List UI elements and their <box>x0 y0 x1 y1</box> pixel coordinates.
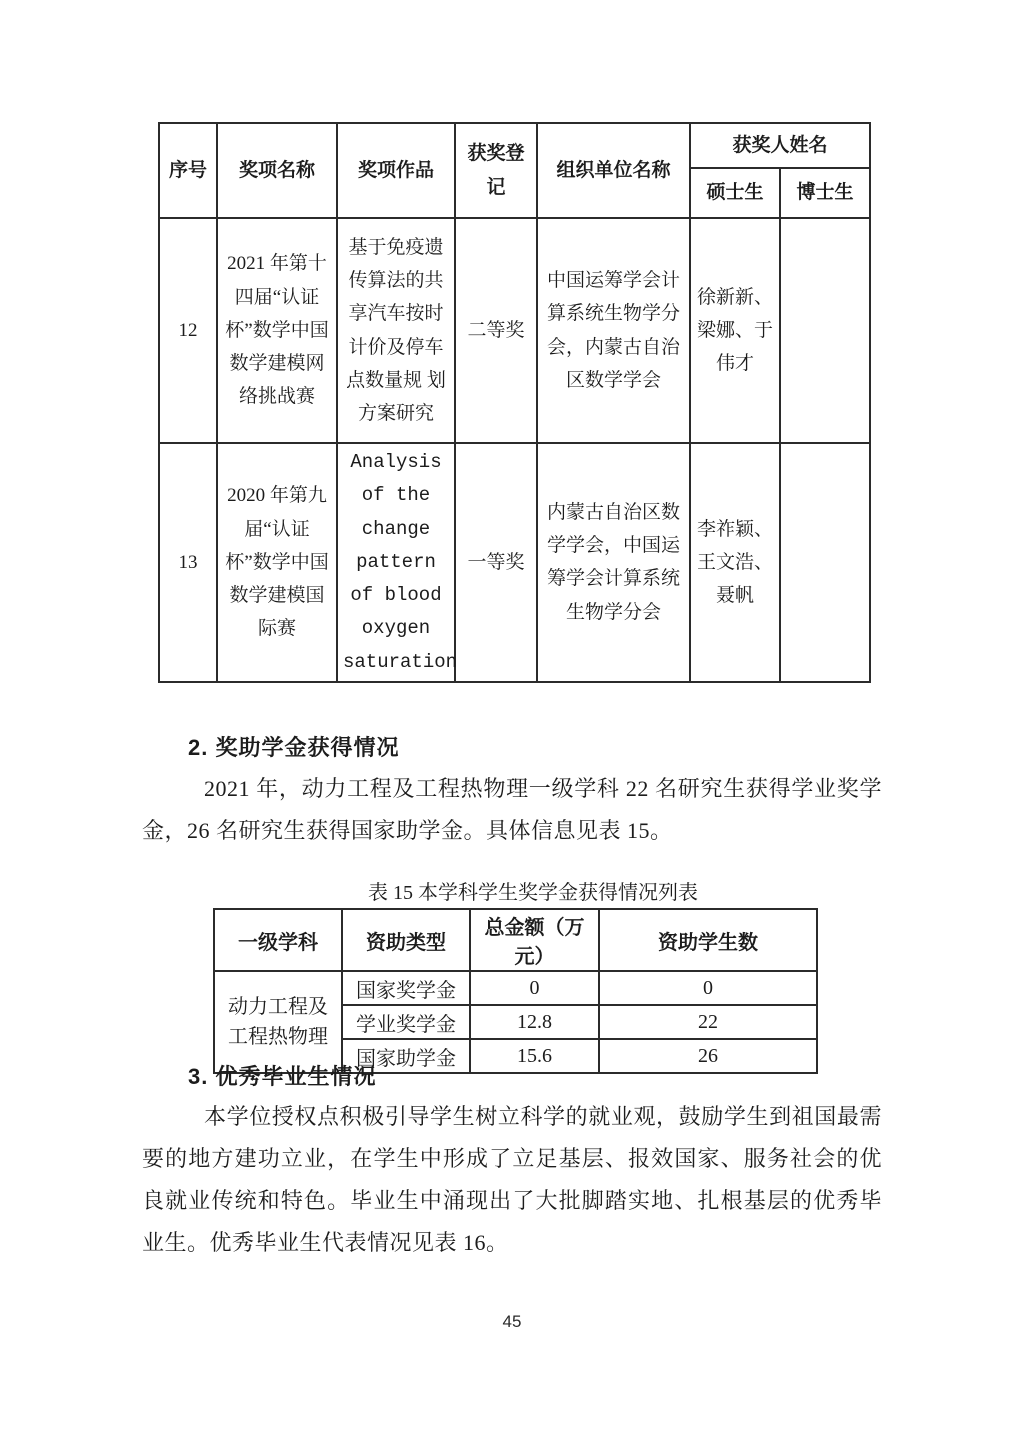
section-heading-scholarships: 2. 奖助学金获得情况 <box>188 735 400 760</box>
cell-award-work: 基于免疫遗传算法的共享汽车按时计价及停车点数量规 划 方案研究 <box>337 218 455 443</box>
cell-amount: 15.6 <box>470 1039 599 1073</box>
cell-master-names: 李祚颖、王文浩、聂帆 <box>690 443 780 682</box>
cell-fund-type: 国家奖学金 <box>342 971 470 1005</box>
cell-amount: 0 <box>470 971 599 1005</box>
cell-award-level: 一等奖 <box>455 443 537 682</box>
cell-award-level: 二等奖 <box>455 218 537 443</box>
page-number: 45 <box>502 1312 522 1331</box>
col-header-doctor: 博士生 <box>780 168 870 218</box>
table15-caption: 表 15 本学科学生奖学金获得情况列表 <box>368 882 698 904</box>
cell-fund-type: 学业奖学金 <box>342 1005 470 1039</box>
cell-index: 13 <box>159 443 217 682</box>
cell-doctor-names <box>780 218 870 443</box>
col-header-master: 硕士生 <box>690 168 780 218</box>
col-header-fund-type: 资助类型 <box>342 909 470 971</box>
col-header-student-count: 资助学生数 <box>599 909 817 971</box>
cell-students: 26 <box>599 1039 817 1073</box>
cell-index: 12 <box>159 218 217 443</box>
cell-students: 0 <box>599 971 817 1005</box>
scholarship-table <box>213 908 818 1074</box>
table-row-national-scholarship <box>214 971 817 1005</box>
col-header-award-name: 奖项名称 <box>217 123 337 218</box>
cell-amount: 12.8 <box>470 1005 599 1039</box>
cell-students: 22 <box>599 1005 817 1039</box>
section-heading-graduates: 3. 优秀毕业生情况 <box>188 1064 377 1089</box>
cell-organizer: 中国运筹学会计算系统生物学分会，内蒙古自治区数学学会 <box>537 218 690 443</box>
section-paragraph-scholarships: 2021 年，动力工程及工程热物理一级学科 22 名研究生获得学业奖学金，26 名研究生获得国家助学金。具体信息见表 15。 <box>142 776 882 843</box>
col-header-discipline: 一级学科 <box>214 909 342 971</box>
cell-award-work: Analysis of the change pattern of blood oxygen saturation <box>337 443 455 682</box>
col-header-award-level: 获奖登记 <box>455 123 537 218</box>
table-row-13 <box>159 443 870 682</box>
col-header-winner-group: 获奖人姓名 <box>690 123 870 168</box>
cell-discipline: 动力工程及工程热物理 <box>214 971 342 1073</box>
awards-table <box>158 122 871 683</box>
col-header-award-work: 奖项作品 <box>337 123 455 218</box>
col-header-total-amount: 总金额（万元） <box>470 909 599 971</box>
cell-master-names: 徐新新、梁娜、于伟才 <box>690 218 780 443</box>
section-paragraph-graduates: 本学位授权点积极引导学生树立科学的就业观，鼓励学生到祖国最需要的地方建功立业，在学生中形成了立足基层、报效国家、服务社会的优良就业传统和特色。毕业生中涌现出了大批脚踏实地、扎根基层的优秀毕业生。优秀毕业生代表情况见表 16。 <box>142 1104 882 1255</box>
cell-fund-type: 国家助学金 <box>342 1039 470 1073</box>
cell-organizer: 内蒙古自治区数学学会，中国运筹学会计算系统生物学分会 <box>537 443 690 682</box>
col-header-index: 序号 <box>159 123 217 218</box>
table-row-12 <box>159 218 870 443</box>
cell-award-name: 2020 年第九届“认证杯”数学中国数学建模国际赛 <box>217 443 337 682</box>
cell-award-name: 2021 年第十四届“认证杯”数学中国数学建模网络挑战赛 <box>217 218 337 443</box>
cell-doctor-names <box>780 443 870 682</box>
col-header-organizer: 组织单位名称 <box>537 123 690 218</box>
